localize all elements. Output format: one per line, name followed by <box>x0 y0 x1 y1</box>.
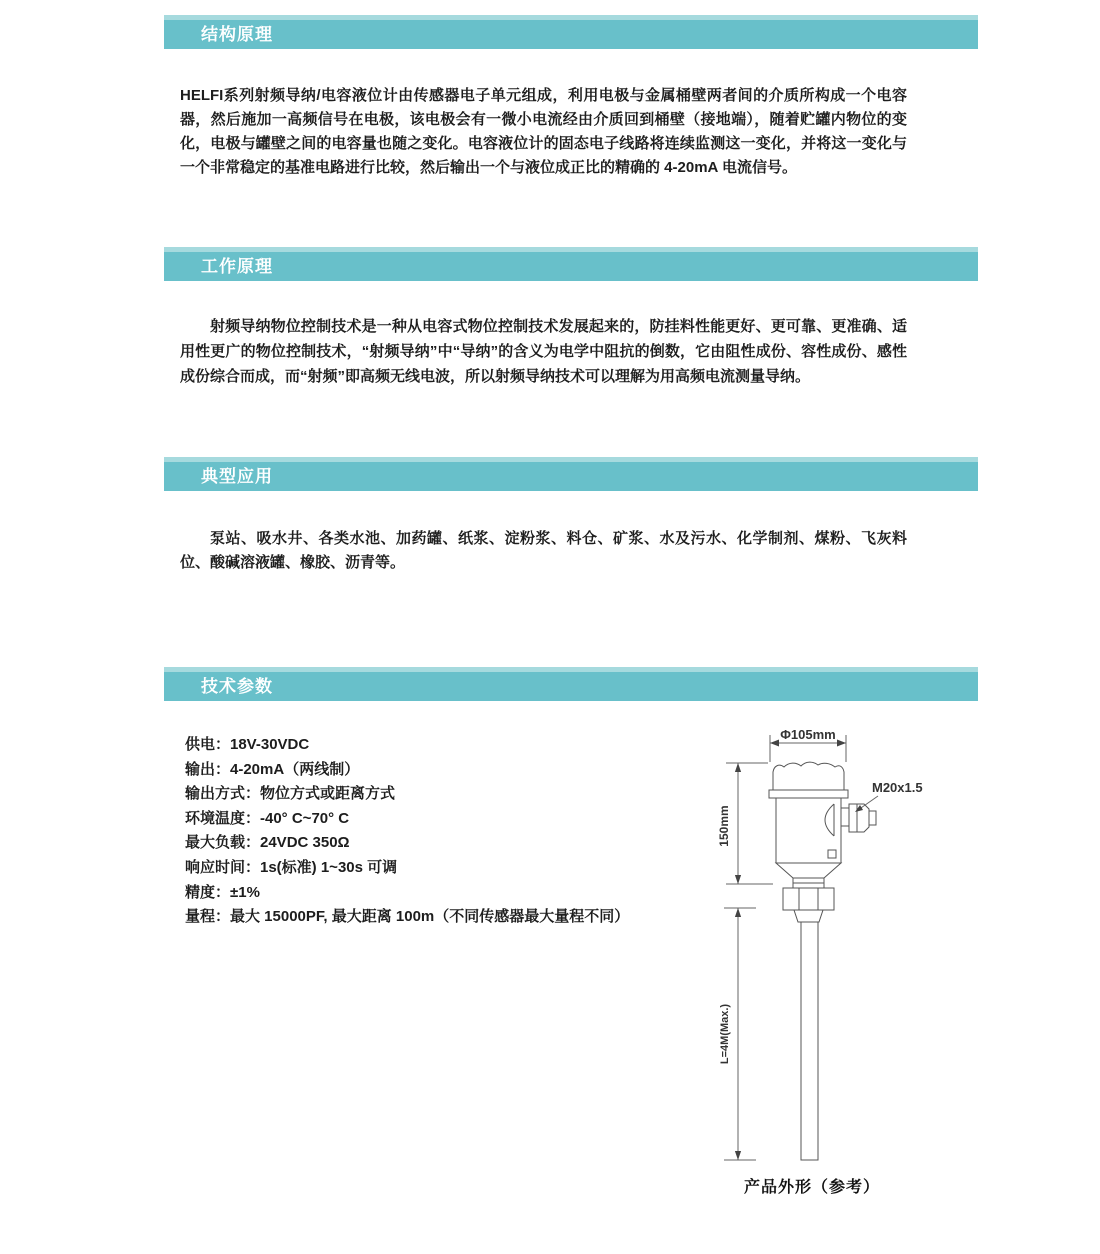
spec-output: 输出：4-20mA（两线制） <box>185 760 360 778</box>
dim-length-label: L=4M(Max.) <box>719 1003 731 1065</box>
body-tag <box>828 850 836 858</box>
hex-nut <box>783 888 834 910</box>
dimension-arrows <box>735 740 863 1161</box>
spec-power: 供电：18V-30VDC <box>185 736 310 753</box>
spec-ambient-temp: 环境温度：-40° C~70° C <box>185 809 350 827</box>
section-header-working <box>164 247 978 281</box>
working-paragraph: 射频导纳物位控制技术是一种从电容式物位控制技术发展起来的，防挂料性能更好、更可靠、更准确、适用性更广的物位控制技术，“射频导纳”中“导纳”的含义为电学中阻抗的倒数，它由阻性成份、容性成份、感性成份综合而成，而“射频”即高频无线电波，所以射频导纳技术可以理解为用高频电流测量导纳。 <box>180 318 907 385</box>
structure-paragraph: HELFI系列射频导纳/电容液位计由传感器电子单元组成，利用电极与金属桶壁两者间的介质所构成一个电容器，然后施加一高频信号在电极，该电极会有一微小电流经由介质回到桶壁（接地端），随着贮罐内物位的变化，电极与罐壁之间的电容量也随之变化。电容液位计的固态电子线路将连续监测这一变化，并将这一变化与一个非常稳定的基准电路进行比较，然后输出一个与液位成正比的精确的 4-20mA 电流信号。 <box>180 87 907 176</box>
spec-max-load: 最大负载：24VDC 350Ω <box>185 834 350 852</box>
section-title-structure: 结构原理 <box>201 25 273 44</box>
spec-output-mode: 输出方式：物位方式或距离方式 <box>185 785 396 803</box>
gland-tip <box>869 811 876 825</box>
section-header-applications <box>164 457 978 491</box>
housing-cap <box>773 762 844 790</box>
taper <box>776 863 841 878</box>
section-title-specs: 技术参数 <box>201 677 273 696</box>
product-outline-drawing <box>700 722 982 1172</box>
section-header-structure <box>164 15 978 49</box>
section-title-working: 工作原理 <box>201 257 273 276</box>
spec-response-time: 响应时间：1s(标准) 1~30s 可调 <box>185 858 398 876</box>
spec-accuracy: 精度：±1% <box>185 883 260 901</box>
device-outline <box>769 762 876 1160</box>
drawing-caption: 产品外形（参考） <box>744 1179 881 1196</box>
dim-diameter-label: Φ105mm <box>780 727 836 742</box>
cap-flange <box>769 790 848 798</box>
gland-collar <box>841 808 849 826</box>
dim-height-label: 150mm <box>717 805 731 847</box>
section-title-applications: 典型应用 <box>201 467 273 486</box>
gland-gusset <box>825 804 834 836</box>
spec-range: 量程：最大 15000PF, 最大距离 100m（不同传感器最大量程不同） <box>185 908 630 926</box>
dim-thread-label: M20x1.5 <box>872 780 923 795</box>
probe-rod <box>801 922 818 1160</box>
tech-specs-list <box>185 733 629 930</box>
housing-body <box>776 798 841 863</box>
collar <box>794 910 823 922</box>
applications-paragraph: 泵站、吸水井、各类水池、加药罐、纸浆、淀粉浆、料仓、矿浆、水及污水、化学制剂、煤粉、飞灰料位、酸碱溶液罐、橡胶、沥青等。 <box>180 530 907 571</box>
section-header-specs <box>164 667 978 701</box>
